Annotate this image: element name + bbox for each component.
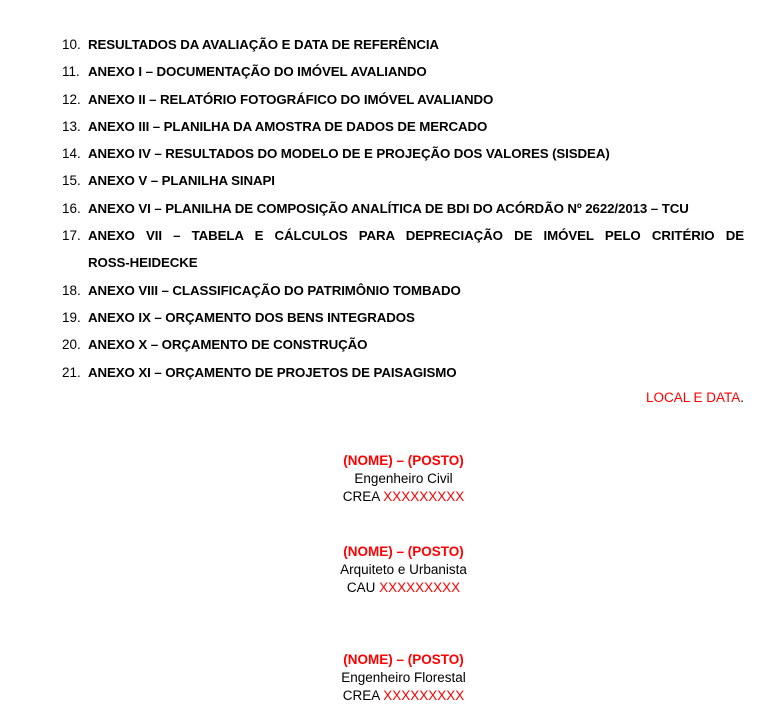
toc-text: ANEXO I – DOCUMENTAÇÃO DO IMÓVEL AVALIANDO [88, 64, 427, 80]
toc-item [62, 304, 744, 331]
toc-number: 11. [62, 64, 80, 80]
signature-block [0, 543, 777, 597]
toc-item [62, 140, 744, 167]
toc-item [62, 167, 744, 194]
signature-name: (NOME) – (POSTO) [343, 453, 464, 468]
toc-text: ANEXO XI – ORÇAMENTO DE PROJETOS DE PAISAGISMO [88, 364, 457, 380]
toc-text: ANEXO II – RELATÓRIO FOTOGRÁFICO DO IMÓVEL AVALIANDO [88, 91, 494, 107]
toc-item [62, 31, 744, 58]
toc-number: 16. [62, 200, 81, 216]
toc-item [62, 86, 744, 113]
toc-text: ANEXO V – PLANILHA SINAPI [88, 173, 275, 189]
toc-number: 21. [62, 364, 81, 380]
signature-role: Engenheiro Civil [354, 471, 453, 486]
toc-item [62, 331, 744, 358]
toc-item [62, 222, 744, 277]
toc-number: 15. [62, 173, 81, 189]
toc-item [62, 113, 744, 140]
toc-item [62, 277, 744, 304]
table-of-contents [62, 31, 744, 386]
registry-value: XXXXXXXXX [383, 688, 465, 703]
toc-text: RESULTADOS DA AVALIAÇÃO E DATA DE REFERÊNCIA [88, 37, 439, 52]
toc-text: ANEXO VI – PLANILHA DE COMPOSIÇÃO ANALÍTICA DE BDI DO ACÓRDÃO Nº 2622/2013 – TCU [88, 200, 689, 216]
local-date-period: . [740, 390, 744, 405]
signature-registry [0, 687, 777, 705]
toc-text: ANEXO III – PLANILHA DA AMOSTRA DE DADOS DE MERCADO [88, 118, 488, 134]
registry-value: XXXXXXXXX [379, 580, 461, 595]
toc-text: ANEXO IV – RESULTADOS DO MODELO DE E PROJEÇÃO DOS VALORES (SISDEA) [88, 146, 610, 162]
registry-label: CREA [342, 489, 384, 504]
toc-item [62, 359, 744, 386]
registry-label: CREA [342, 688, 384, 703]
signature-name: (NOME) – (POSTO) [343, 652, 464, 667]
local-date-placeholder: LOCAL E DATA [645, 390, 741, 405]
signature-registry [0, 579, 777, 597]
toc-text-wrapped [88, 222, 744, 277]
signature-role: Arquiteto e Urbanista [340, 562, 467, 577]
signature-role: Engenheiro Florestal [341, 670, 466, 685]
toc-number: 19. [62, 309, 81, 325]
toc-number: 20. [62, 337, 81, 353]
toc-text: ANEXO VIII – CLASSIFICAÇÃO DO PATRIMÔNIO TOMBADO [88, 282, 461, 298]
signature-registry [0, 488, 777, 506]
signature-block [0, 452, 777, 506]
toc-number: 17. [62, 228, 81, 244]
toc-number: 10. [62, 37, 81, 52]
toc-number: 14. [62, 146, 81, 162]
toc-number: 13. [62, 118, 81, 134]
signature-name: (NOME) – (POSTO) [343, 544, 464, 559]
registry-value: XXXXXXXXX [383, 489, 465, 504]
toc-text-line-1: ANEXO VII – TABELA E CÁLCULOS PARA DEPRECIAÇÃO DE IMÓVEL PELO CRITÉRIO DE [88, 228, 744, 244]
toc-item [62, 58, 744, 85]
toc-number: 12. [62, 91, 81, 107]
signature-block [0, 651, 777, 705]
toc-text: ANEXO X – ORÇAMENTO DE CONSTRUÇÃO [88, 337, 368, 353]
local-and-date [646, 388, 744, 408]
toc-text-line-2: ROSS-HEIDECKE [88, 255, 198, 271]
registry-label: CAU [346, 580, 380, 595]
toc-item [62, 195, 744, 222]
toc-number: 18. [62, 282, 81, 298]
toc-text: ANEXO IX – ORÇAMENTO DOS BENS INTEGRADOS [88, 309, 415, 325]
